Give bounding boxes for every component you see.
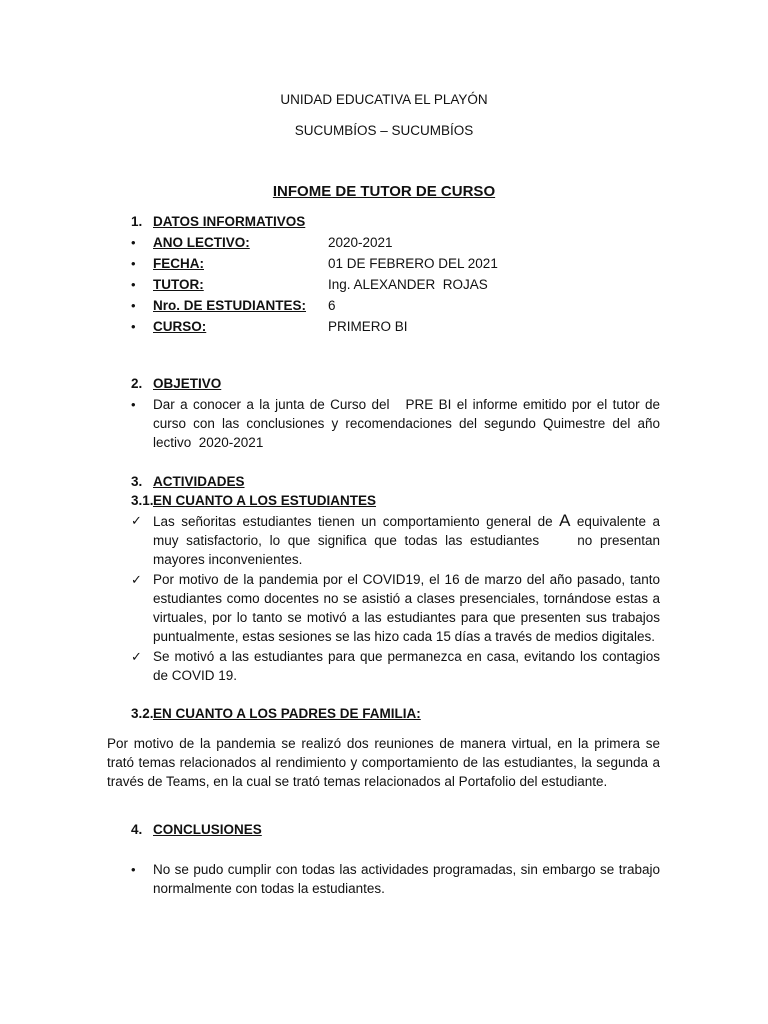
info-value-date: 01 DE FEBRERO DEL 2021 [328,256,498,271]
student-item-3: Se motivó a las estudiantes para que permanezca en casa, evitando los contagios de COVID 19. [153,649,660,683]
section-2-number: 2. [131,376,143,391]
info-value-course: PRIMERO BI [328,319,408,334]
info-value-students: 6 [328,298,336,313]
document-title: INFOME DE TUTOR DE CURSO [272,183,496,200]
bullet-icon: • [131,298,136,313]
section-4-heading: CONCLUSIONES [153,822,262,837]
section-3-1-number: 3.1. [131,493,154,508]
school-name: UNIDAD EDUCATIVA EL PLAYÓN [280,92,488,107]
objective-text: Dar a conocer a la junta de Curso del PRE BI el informe emitido por el tutor de curso con las conclusiones y recomendaciones del segundo Quimestre del año lectivo 2020-2021 [153,397,664,450]
check-icon: ✓ [131,649,142,664]
bullet-icon: • [131,235,136,250]
student-item-1-text-a: Las señoritas estudiantes tienen un comportamiento general de [153,514,553,529]
check-icon: ✓ [131,572,142,587]
info-label-year: ANO LECTIVO: [153,235,250,250]
bullet-icon: • [131,319,136,334]
bullet-icon: • [131,862,136,877]
section-3-1-heading: EN CUANTO A LOS ESTUDIANTES [153,493,377,508]
bullet-icon: • [131,277,136,292]
section-3-2-heading: EN CUANTO A LOS PADRES DE FAMILIA: [153,706,421,721]
info-label-course: CURSO: [153,319,207,334]
section-3-2-number: 3.2. [131,706,154,721]
bullet-icon: • [131,256,136,271]
info-label-tutor: TUTOR: [153,277,204,292]
student-item-2: Por motivo de la pandemia por el COVID19, el 16 de marzo del año pasado, tanto estudiantes como docentes no se asistió a clases presenciales, tornándose estas a virtuales, por lo tanto se motivó a las estudiantes para que presenten sus trabajos puntualmente, estas sesiones se las hizo cada 15 días a través de medios digitales. [153,572,660,644]
info-value-tutor: Ing. ALEXANDER ROJAS [328,277,488,292]
grade-letter: A [559,511,571,530]
conclusion-text: No se pudo cumplir con todas las actividades programadas, sin embargo se trabajo normalmente con todas la estudiantes. [153,862,660,896]
section-3-number: 3. [131,474,143,489]
info-label-students: Nro. DE ESTUDIANTES: [153,298,307,313]
check-icon: ✓ [131,513,142,528]
section-1-heading: DATOS INFORMATIVOS [153,214,306,229]
school-location: SUCUMBÍOS – SUCUMBÍOS [294,123,474,138]
section-4-number: 4. [131,822,143,837]
bullet-icon: • [131,397,136,412]
info-label-date: FECHA: [153,256,204,271]
section-2-heading: OBJETIVO [153,376,222,391]
parents-paragraph: Por motivo de la pandemia se realizó dos reuniones de manera virtual, en la primera se trató temas relacionados al rendimiento y comportamiento de las estudiantes, la segunda a través de Teams, en la cual se trató temas relacionados al Portafolio del estudiante. [107,736,660,789]
section-3-heading: ACTIVIDADES [153,474,245,489]
section-1-number: 1. [131,214,143,229]
student-item-1-text-b: equivalente a muy satisfactorio, lo que significa que todas las estudiantes no presentan mayores inconvenientes. [153,514,668,567]
info-value-year: 2020-2021 [328,235,393,250]
student-item-1 [153,511,668,569]
